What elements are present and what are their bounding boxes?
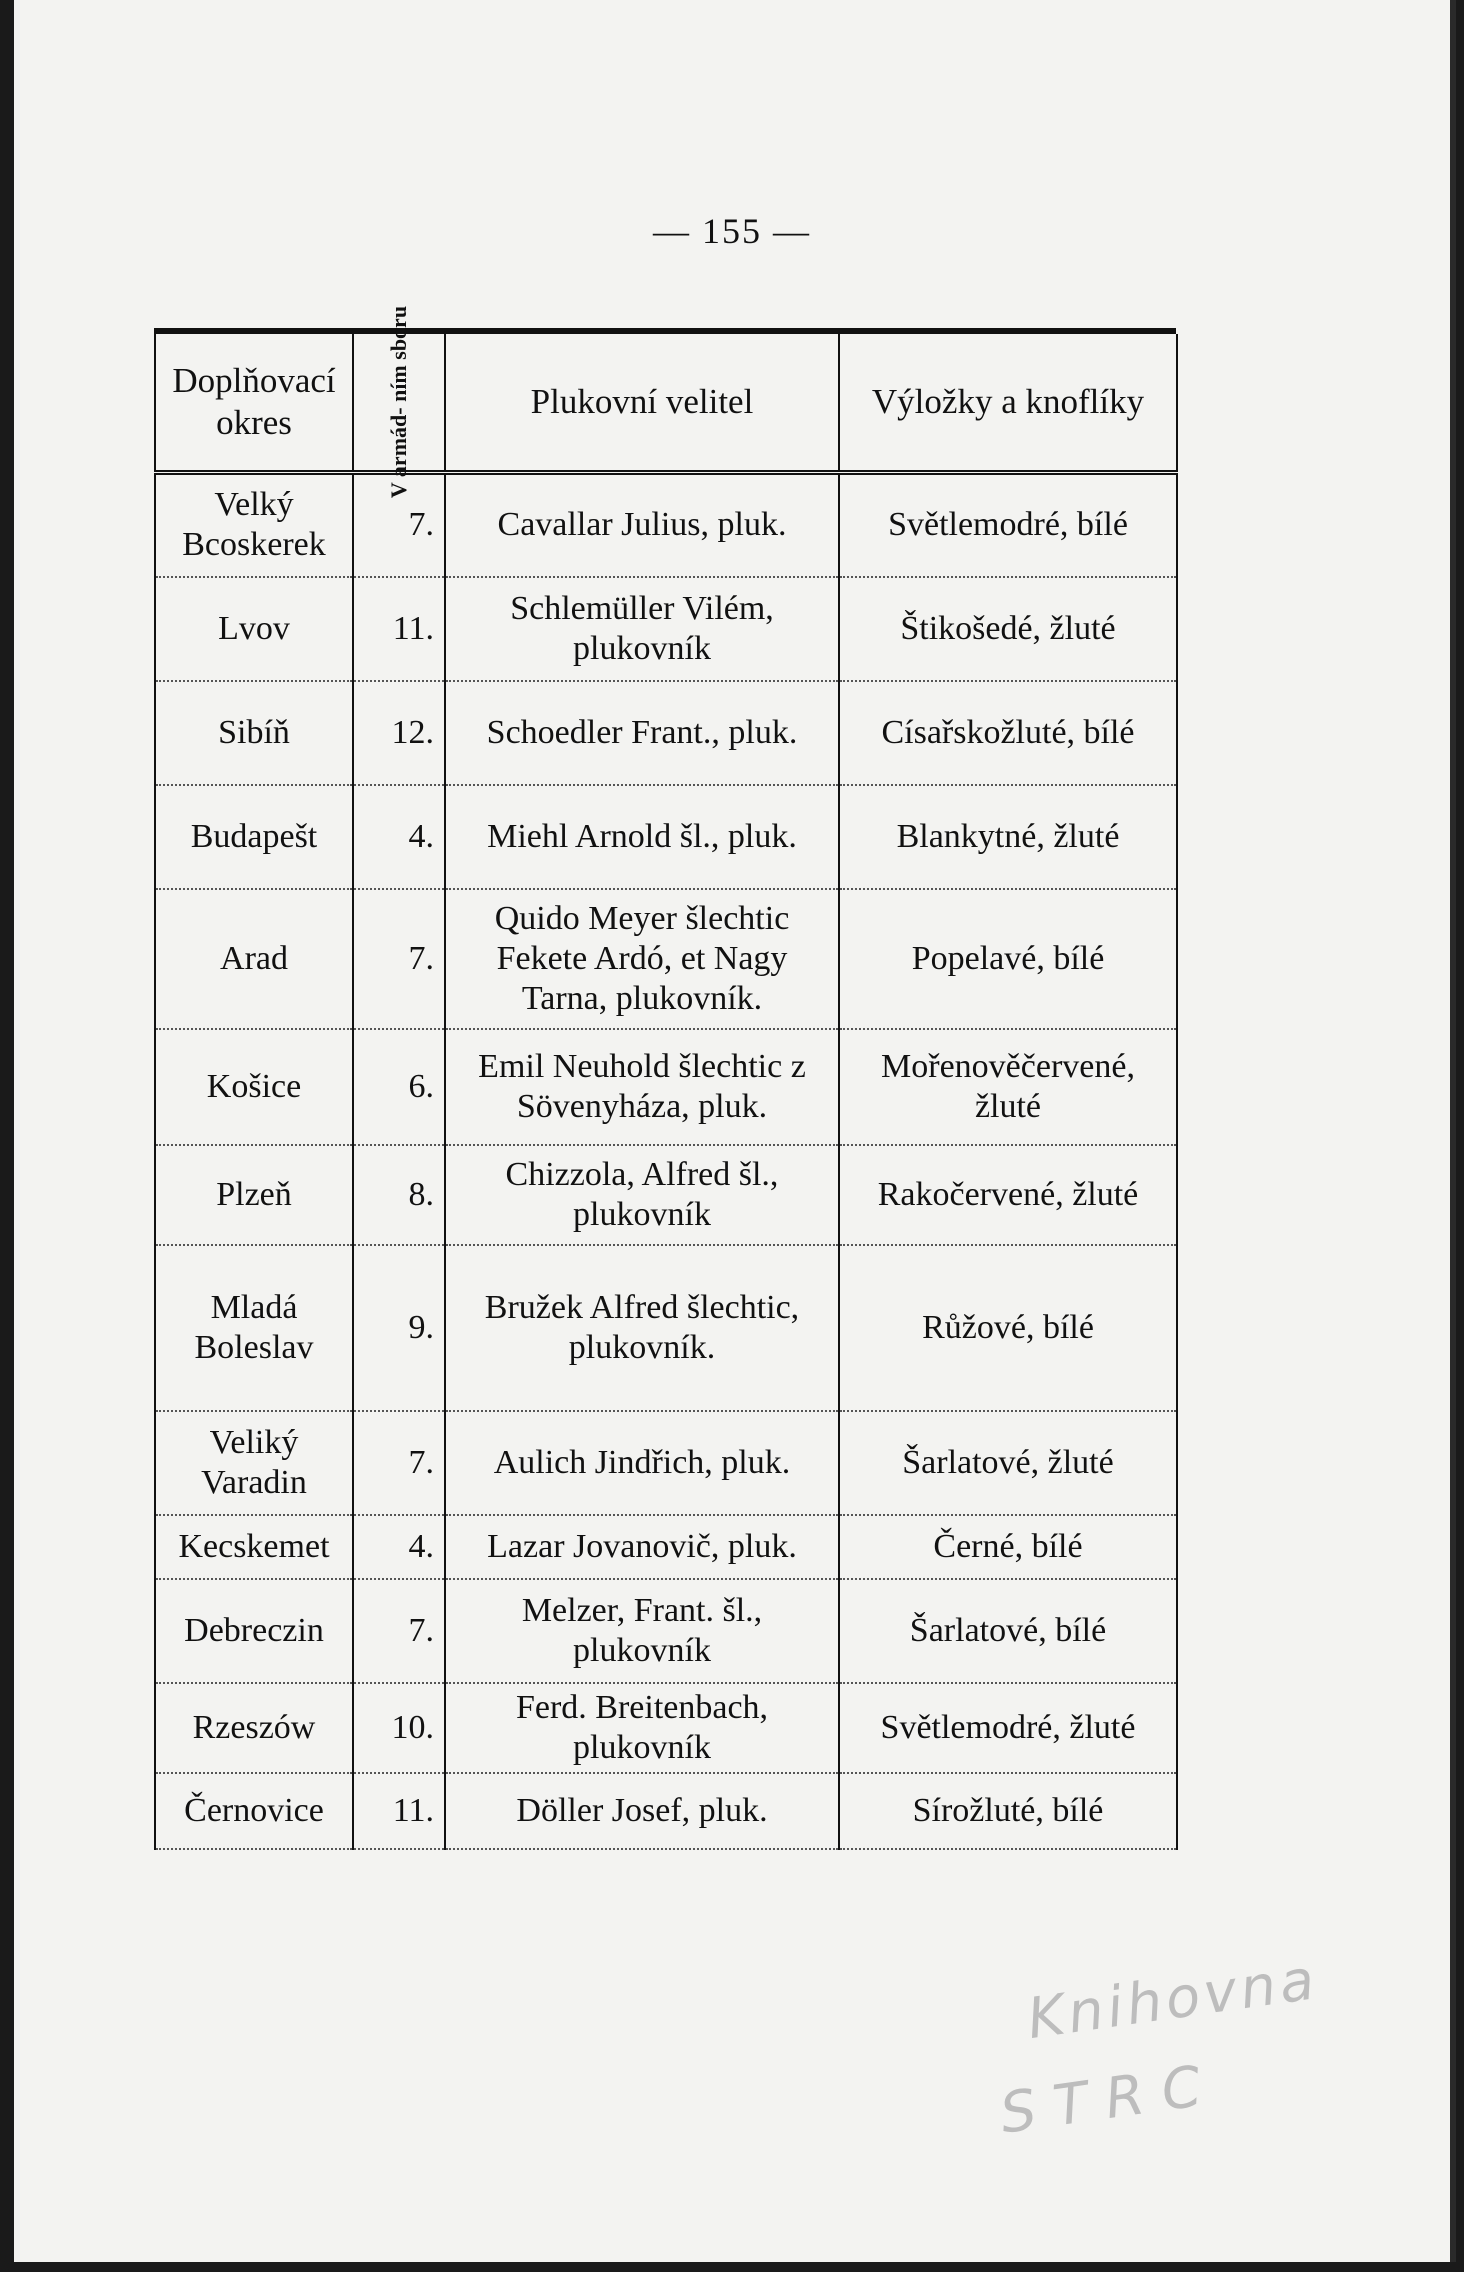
table-row bbox=[155, 1029, 1177, 1145]
cell-facings: Šarlatové, žluté bbox=[839, 1411, 1177, 1515]
cell-district: Plzeň bbox=[155, 1145, 353, 1245]
table-row bbox=[155, 1579, 1177, 1683]
cell-district: Lvov bbox=[155, 577, 353, 681]
cell-commander: Emil Neuhold šlechtic z Sövenyháza, pluk. bbox=[445, 1029, 839, 1145]
cell-district: Arad bbox=[155, 889, 353, 1029]
table-row bbox=[155, 1145, 1177, 1245]
cell-corps: 6. bbox=[353, 1029, 445, 1145]
cell-commander: Schoedler Frant., pluk. bbox=[445, 681, 839, 785]
cell-facings: Černé, bílé bbox=[839, 1515, 1177, 1579]
regiment-table bbox=[154, 305, 1178, 1850]
cell-district: Rzeszów bbox=[155, 1683, 353, 1773]
cell-district: Velký Bcoskerek bbox=[155, 473, 353, 577]
table-row bbox=[155, 785, 1177, 889]
table-row bbox=[155, 1515, 1177, 1579]
cell-corps: 4. bbox=[353, 785, 445, 889]
cell-commander: Döller Josef, pluk. bbox=[445, 1773, 839, 1849]
header-corps bbox=[353, 305, 445, 499]
cell-corps: 7. bbox=[353, 473, 445, 577]
table-row bbox=[155, 681, 1177, 785]
cell-commander: Melzer, Frant. šl., plukovník bbox=[445, 1579, 839, 1683]
cell-facings: Mořenověčervené, žluté bbox=[839, 1029, 1177, 1145]
cell-district: Debreczin bbox=[155, 1579, 353, 1683]
cell-district: Mladá Boleslav bbox=[155, 1245, 353, 1411]
cell-commander: Aulich Jindřich, pluk. bbox=[445, 1411, 839, 1515]
cell-commander: Ferd. Breitenbach, plukovník bbox=[445, 1683, 839, 1773]
cell-corps: 12. bbox=[353, 681, 445, 785]
cell-commander: Cavallar Julius, pluk. bbox=[445, 473, 839, 577]
cell-corps: 10. bbox=[353, 1683, 445, 1773]
table-header-row bbox=[155, 334, 1177, 473]
header-corps-label: V armád- ním sboru bbox=[386, 305, 411, 499]
cell-facings: Štikošedé, žluté bbox=[839, 577, 1177, 681]
cell-corps: 8. bbox=[353, 1145, 445, 1245]
library-stamp bbox=[890, 1926, 1323, 2194]
cell-facings: Světlemodré, bílé bbox=[839, 473, 1177, 577]
cell-district: Veliký Varadin bbox=[155, 1411, 353, 1515]
header-facings: Výložky a knoflíky bbox=[839, 334, 1177, 473]
cell-district: Kecskemet bbox=[155, 1515, 353, 1579]
table-row bbox=[155, 889, 1177, 1029]
header-commander: Plukovní velitel bbox=[445, 334, 839, 473]
page-number: — 155 — bbox=[653, 211, 811, 251]
cell-corps: 7. bbox=[353, 1411, 445, 1515]
header-district: Doplňovací okres bbox=[155, 334, 353, 473]
table-row bbox=[155, 1683, 1177, 1773]
stamp-line-1: Knihovna bbox=[1023, 1947, 1323, 2053]
table-row bbox=[155, 1773, 1177, 1849]
cell-facings: Blankytné, žluté bbox=[839, 785, 1177, 889]
cell-corps: 11. bbox=[353, 1773, 445, 1849]
table-row bbox=[155, 1411, 1177, 1515]
cell-facings: Popelavé, bílé bbox=[839, 889, 1177, 1029]
cell-commander: Quido Meyer šlechtic Fekete Ardó, et Nagy Tarna, plukovník. bbox=[445, 889, 839, 1029]
cell-commander: Chizzola, Alfred šl., plukovník bbox=[445, 1145, 839, 1245]
cell-district: Černovice bbox=[155, 1773, 353, 1849]
cell-commander: Lazar Jovanovič, pluk. bbox=[445, 1515, 839, 1579]
cell-commander: Miehl Arnold šl., pluk. bbox=[445, 785, 839, 889]
cell-corps: 9. bbox=[353, 1245, 445, 1411]
cell-corps: 4. bbox=[353, 1515, 445, 1579]
cell-corps: 7. bbox=[353, 1579, 445, 1683]
stamp-line-2: STRC bbox=[996, 2051, 1223, 2147]
cell-facings: Šarlatové, bílé bbox=[839, 1579, 1177, 1683]
cell-facings: Císařskožluté, bílé bbox=[839, 681, 1177, 785]
table-row bbox=[155, 473, 1177, 577]
table-row bbox=[155, 577, 1177, 681]
cell-facings: Růžové, bílé bbox=[839, 1245, 1177, 1411]
cell-district: Budapešt bbox=[155, 785, 353, 889]
table-row bbox=[155, 1245, 1177, 1411]
cell-facings: Sírožluté, bílé bbox=[839, 1773, 1177, 1849]
regiment-table-wrap bbox=[154, 305, 1176, 1850]
book-page bbox=[14, 0, 1456, 2262]
cell-commander: Schlemüller Vilém, plukovník bbox=[445, 577, 839, 681]
cell-facings: Světlemodré, žluté bbox=[839, 1683, 1177, 1773]
cell-district: Košice bbox=[155, 1029, 353, 1145]
cell-corps: 7. bbox=[353, 889, 445, 1029]
cell-district: Sibíň bbox=[155, 681, 353, 785]
cell-corps: 11. bbox=[353, 577, 445, 681]
cell-facings: Rakočervené, žluté bbox=[839, 1145, 1177, 1245]
cell-commander: Bružek Alfred šlechtic, plukovník. bbox=[445, 1245, 839, 1411]
